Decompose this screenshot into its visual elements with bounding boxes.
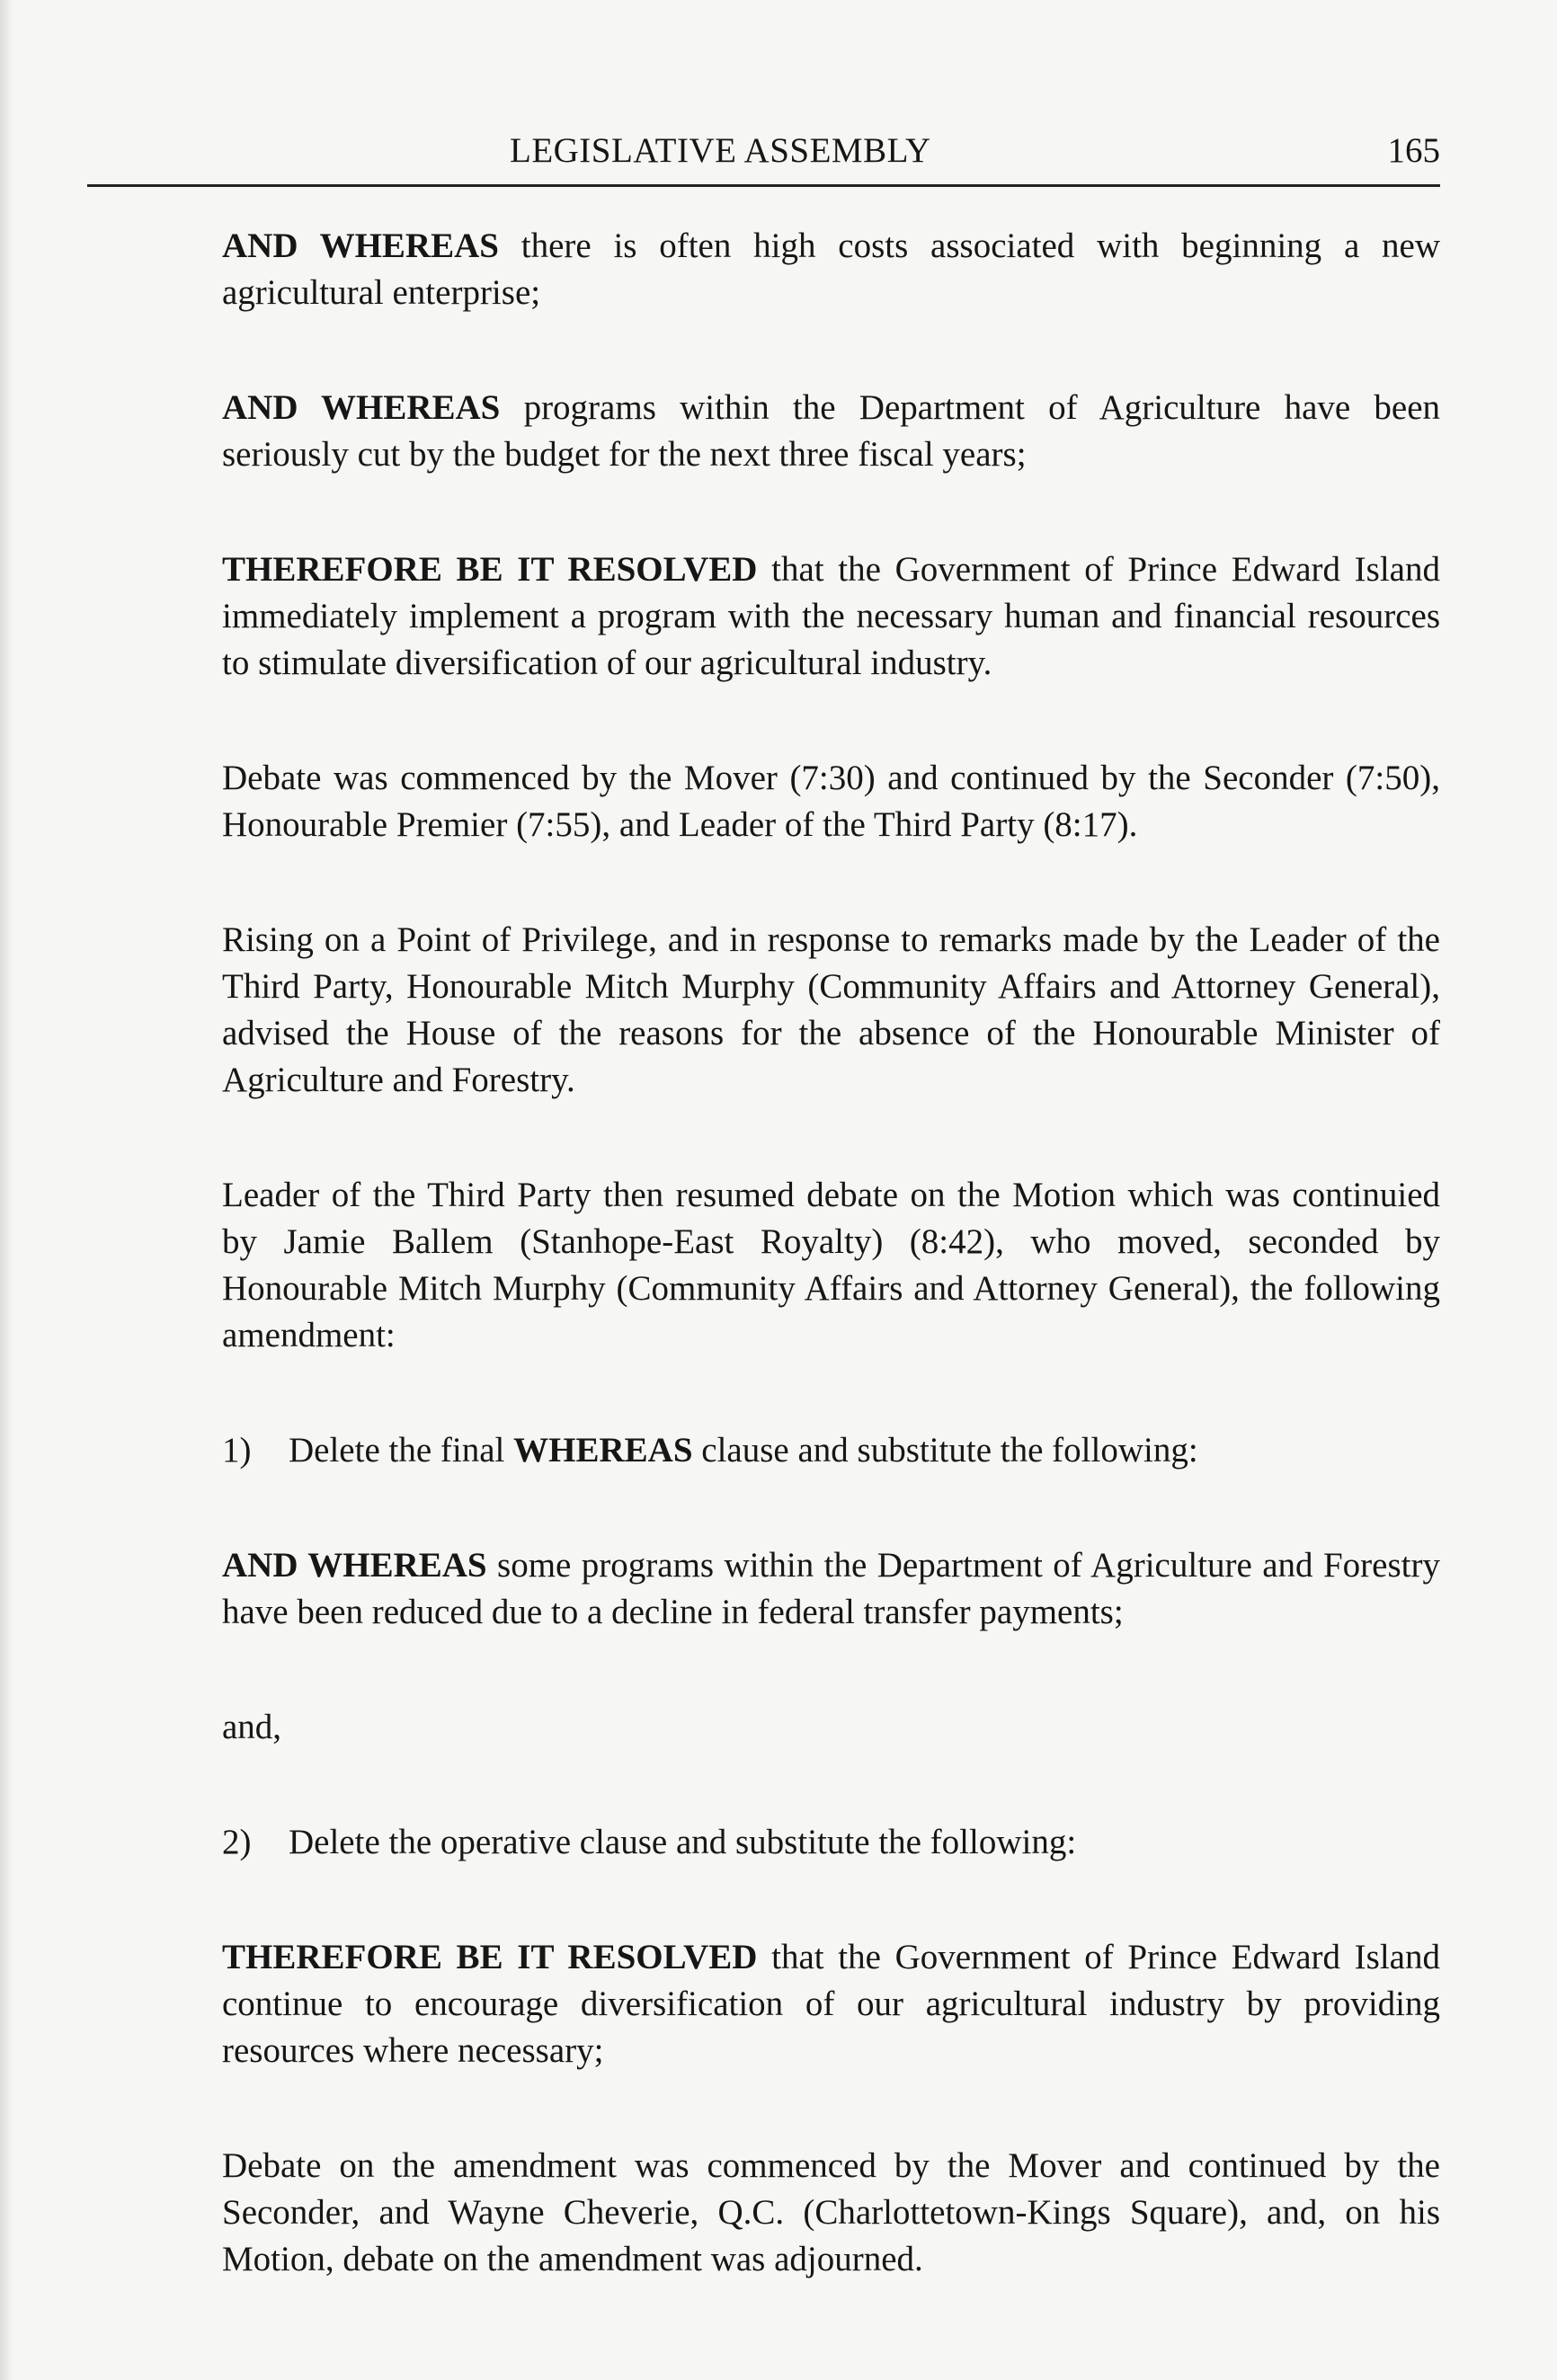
paragraph-text: that the Government of Prince Edward Island immediately implement a program with the necessary human and financial resources to stimulate diversification of our agricultural industry.: [222, 550, 1440, 682]
list-text-after: clause and substitute the following:: [692, 1431, 1198, 1470]
paragraph-text: that the Government of Prince Edward Island continue to encourage diversification of our agricultural industry by providing resources where necessary;: [222, 1938, 1440, 2070]
paragraph-text: there is often high costs associated with beginning a new agricultural enterprise;: [222, 226, 1440, 312]
paragraph-lead: AND WHEREAS: [222, 226, 499, 265]
paragraph-lead: AND WHEREAS: [222, 1546, 487, 1585]
list-text-before: Delete the final: [289, 1431, 514, 1470]
document-body: [222, 223, 1440, 2351]
paragraph-text: programs within the Department of Agriculture have been seriously cut by the budget for the next three fiscal years;: [222, 388, 1441, 474]
page-header: [87, 124, 1440, 187]
list-text: [289, 1427, 1440, 1474]
amendment-item-2: [222, 1819, 1440, 1866]
paragraph-whereas-reduced: [222, 1542, 1440, 1636]
paragraph-whereas-costs: [222, 223, 1440, 316]
list-number: 1): [222, 1431, 252, 1470]
paragraph-lead: AND WHEREAS: [222, 388, 501, 427]
paragraph-text: some programs within the Department of Agriculture and Forestry have been reduced due to a decline in federal transfer payments;: [222, 1546, 1440, 1631]
header-rule: [87, 184, 1440, 187]
paragraph-lead: THEREFORE BE IT RESOLVED: [222, 1938, 758, 1976]
paragraph-point-of-privilege: Rising on a Point of Privilege, and in response to remarks made by the Leader of the Third Party, Honourable Mitch Murphy (Community Affairs and Attorney General), advised the House of the reasons for the absence of the Honourable Minister of Agriculture and Forestry.: [222, 920, 1440, 1099]
list-text: Delete the operative clause and substitute the following:: [289, 1823, 1077, 1861]
paragraph-resumed-debate: Leader of the Third Party then resumed debate on the Motion which was continuied by Jamie Ballem (Stanhope-East Royalty) (8:42), who moved, seconded by Honourable Mitch Murphy (Community Affairs and Attorney General), the following amendment:: [222, 1176, 1440, 1354]
paragraph-resolved-amended: [222, 1934, 1440, 2074]
header-title: LEGISLATIVE ASSEMBLY: [510, 131, 931, 170]
list-number: 2): [222, 1823, 252, 1861]
paragraph-and: and,: [222, 1708, 282, 1746]
list-text-bold: WHEREAS: [513, 1431, 693, 1470]
paragraph-whereas-programs: [222, 385, 1440, 478]
paragraph-resolved: [222, 546, 1440, 687]
amendment-item-1: [222, 1427, 1440, 1474]
paragraph-lead: THEREFORE BE IT RESOLVED: [222, 550, 758, 589]
paragraph-debate-commenced: Debate was commenced by the Mover (7:30) and continued by the Seconder (7:50), Honourable Premier (7:55), and Leader of the Third Party (8:17).: [222, 759, 1440, 844]
paragraph-debate-adjourned: Debate on the amendment was commenced by the Mover and continued by the Seconder, and Wayne Cheverie, Q.C. (Charlottetown-Kings Square), and, on his Motion, debate on the amendment was adjourned.: [222, 2146, 1440, 2278]
header-page-number: 165: [1387, 131, 1440, 170]
page-edge-shadow: [0, 0, 13, 2380]
